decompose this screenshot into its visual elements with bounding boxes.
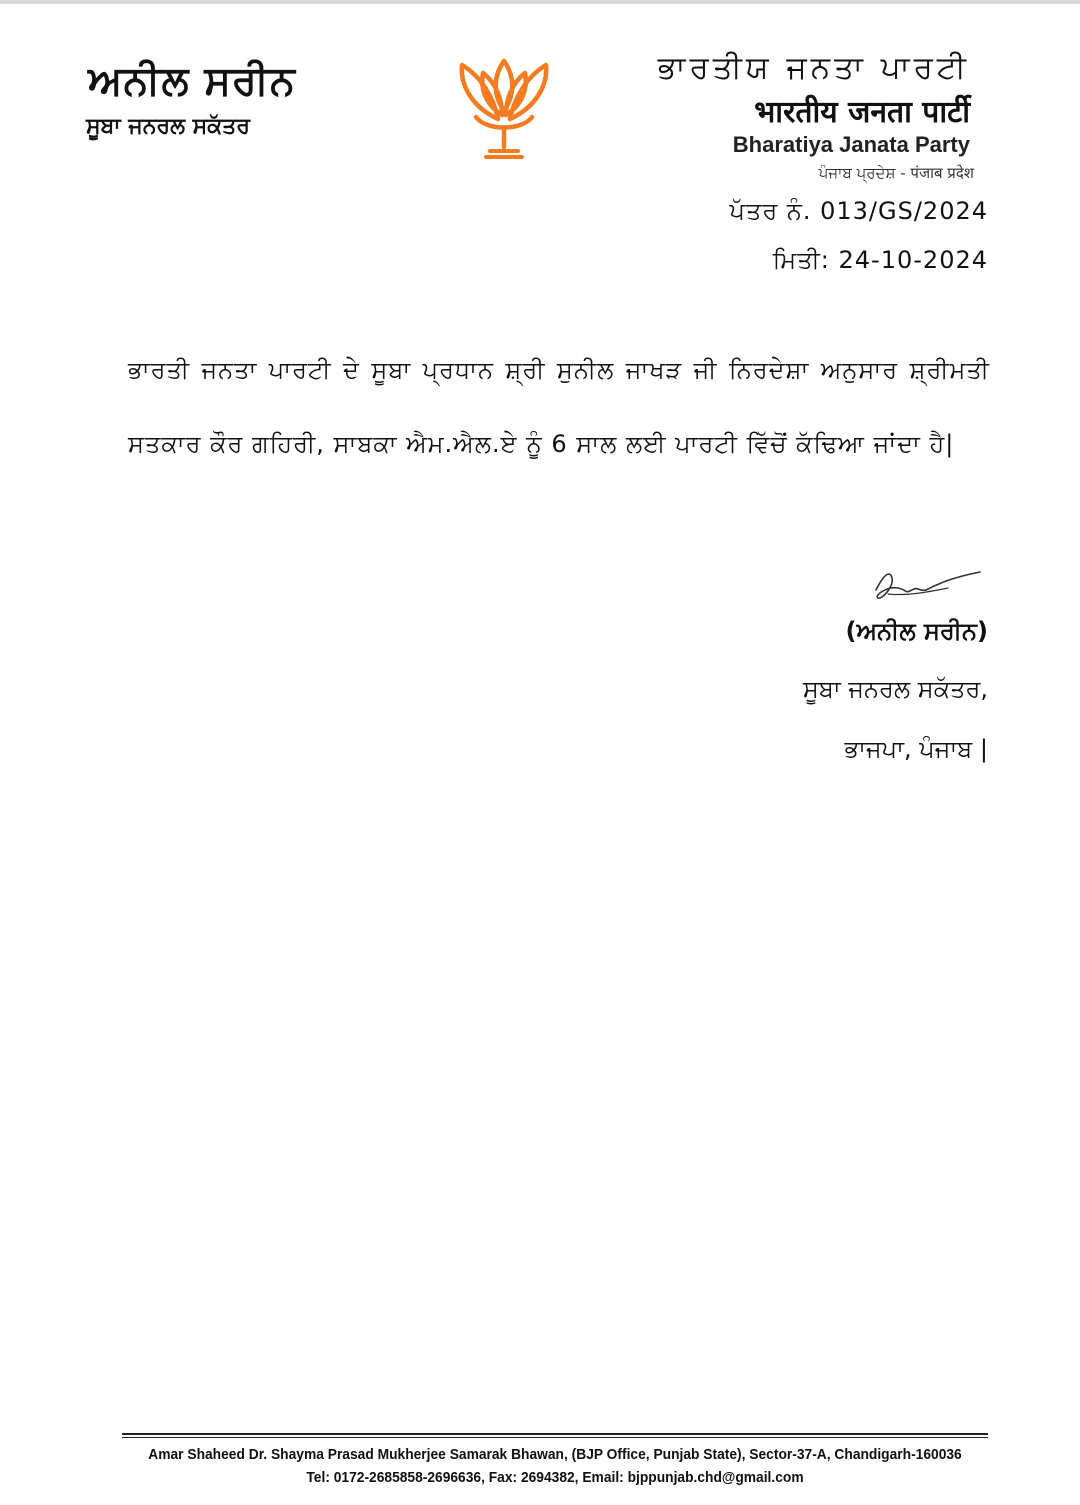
party-name-hindi: भारतीय जनता पार्टी xyxy=(754,95,970,130)
party-state-unit: ਪੰਜਾਬ ਪ੍ਰਦੇਸ਼ - पंजाब प्रदेश xyxy=(818,164,974,182)
letter-body: ਭਾਰਤੀ ਜਨਤਾ ਪਾਰਟੀ ਦੇ ਸੂਬਾ ਪ੍ਰਧਾਨ ਸ਼੍ਰੀ ਸੁਨੀਲ ਜਾਖੜ ਜੀ ਨਿਰਦੇਸ਼ਾ ਅਨੁਸਾਰ ਸ਼੍ਰੀਮਤੀ ਸਤਕਾਰ ਕੌਰ ਗਹਿਰੀ, ਸਾਬਕਾ ਐਮ.ਐਲ.ਏ ਨੂੰ 6 ਸਾਲ ਲਈ ਪਾਰਟੀ ਵਿੱਚੋਂ ਕੱਢਿਆ ਜਾਂਦਾ ਹੈ| xyxy=(128,356,990,458)
signature xyxy=(868,564,988,606)
letter-number: ਪੱਤਰ ਨੰ. 013/GS/2024 xyxy=(729,197,988,225)
footer-divider xyxy=(122,1433,988,1435)
party-name-punjabi: ਭਾਰਤੀਯ ਜਨਤਾ ਪਾਰਟੀ xyxy=(657,50,970,86)
page-top-edge xyxy=(0,0,1080,4)
signer-name: (ਅਨੀਲ ਸਰੀਨ) xyxy=(845,617,988,645)
signer-organization: ਭਾਜਪਾ, ਪੰਜਾਬ | xyxy=(844,735,988,763)
party-name-english: Bharatiya Janata Party xyxy=(732,132,970,157)
sender-name: ਅਨੀਲ ਸਰੀਨ xyxy=(88,58,296,104)
sender-title: ਸੂਬਾ ਜਨਰਲ ਸਕੱਤਰ xyxy=(86,114,250,139)
letter-date: ਮਿਤੀ: 24-10-2024 xyxy=(772,246,988,274)
footer-address: Amar Shaheed Dr. Shayma Prasad Mukherjee Samarak Bhawan, (BJP Office, Punjab State), Sector-37-A, Chandigarh-160036 xyxy=(148,1446,962,1463)
footer-divider-thin xyxy=(122,1437,988,1438)
signer-title: ਸੂਬਾ ਜਨਰਲ ਸਕੱਤਰ, xyxy=(802,675,988,703)
footer-contact: Tel: 0172-2685858-2696636, Fax: 2694382, Email: bjppunjab.chd@gmail.com xyxy=(306,1469,804,1486)
lotus-icon xyxy=(450,55,558,165)
